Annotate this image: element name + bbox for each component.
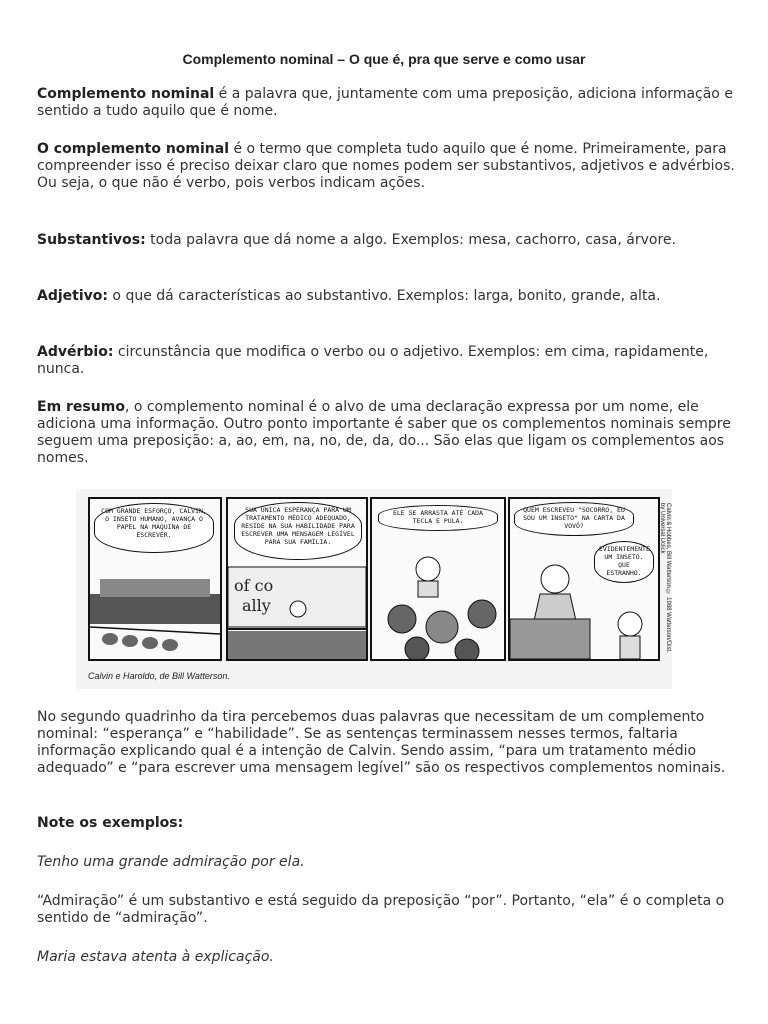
- svg-text:ally: ally: [242, 596, 271, 615]
- speech-bubble: EVIDENTEMENTE UM INSETO. QUE ESTRANHO.: [594, 541, 654, 583]
- speech-bubble: COM GRANDE ESFORÇO, CALVIN, O INSETO HUMANO, AVANÇA O PAPEL NA MÁQUINA DE ESCREVER.: [94, 503, 214, 553]
- paragraph-text: No segundo quadrinho da tira percebemos duas palavras que necessitam de um complemento nominal: “esperança” e “habilidade”. Se as sentenças terminassem nesses termos, faltaria informação explicando qual é a intenção de Calvin. Sendo assim, “para um tratamento médio adequado” e “para escrever uma mensagem legível” são os respectivos complementos nominais.: [37, 709, 726, 776]
- example-italic: Maria estava atenta à explicação.: [37, 949, 274, 965]
- paper-illustration: [228, 499, 366, 659]
- paragraph-text: circunstância que modifica o verbo ou o adjetivo. Exemplos: em cima, rapidamente, nunca.: [37, 344, 709, 377]
- paragraph-example-explanation: [37, 893, 737, 927]
- page-title: Complemento nominal – O que é, pra que serve e como usar: [182, 51, 586, 67]
- term-bold: O complemento nominal: [37, 141, 230, 157]
- speech-bubble: QUEM ESCREVEU "SOCORRO, EU SOU UM INSETO" NA CARTA DA VOVÓ?: [514, 502, 634, 536]
- paragraph-adverbio: [37, 344, 737, 378]
- paragraph-text: , o complemento nominal é o alvo de uma declaração expressa por um nome, ele adiciona uma informação. Outro ponto importante é saber que os complementos nominais sempre seguem uma preposição: a, ao, em, na, no, de, da, do... São elas que ligam os complementos aos nomes.: [37, 399, 731, 466]
- speech-bubble: ELE SE ARRASTA ATÉ CADA TECLA E PULA.: [378, 505, 498, 531]
- paragraph-examples-heading: [37, 815, 737, 832]
- paragraph-analysis: [37, 709, 737, 777]
- comic-panel-4: [508, 497, 660, 661]
- paragraph-explanation: [37, 141, 737, 192]
- term-bold: Complemento nominal: [37, 86, 215, 102]
- term-bold: Adjetivo:: [37, 288, 108, 304]
- paragraph-text: o que dá características ao substantivo. Exemplos: larga, bonito, grande, alta.: [107, 288, 661, 304]
- paragraph-resumo: [37, 399, 737, 467]
- comic-panel-1: [88, 497, 222, 661]
- paragraph-substantivos: [37, 232, 737, 249]
- comic-strip: [76, 489, 672, 689]
- paragraph-text: “Admiração” é um substantivo e está seguido da preposição “por”. Portanto, “ela” é o completa o sentido de “admiração”.: [37, 893, 725, 926]
- keys-illustration: [372, 499, 504, 659]
- paragraph-text: é a palavra que, juntamente com uma preposição, adiciona informação e sentido a tudo aquilo que é nome.: [37, 86, 733, 119]
- paragraph-definition: [37, 86, 737, 120]
- paragraph-text: é o termo que completa tudo aquilo que é nome. Primeiramente, para compreender isso é preciso deixar claro que nomes podem ser substantivos, adjetivos e advérbios. Ou seja, o que não é verbo, pois verbos indicam ações.: [37, 141, 735, 191]
- comic-panel-2: [226, 497, 368, 661]
- term-bold: Advérbio:: [37, 344, 114, 360]
- term-bold: Em resumo: [37, 399, 125, 415]
- term-bold: Note os exemplos:: [37, 815, 184, 831]
- comic-caption: Calvin e Haroldo, de Bill Watterson.: [88, 671, 230, 681]
- example-italic: Tenho uma grande admiração por ela.: [37, 854, 305, 870]
- typewriter-illustration: [90, 499, 220, 659]
- mother-reading-illustration: [510, 499, 658, 659]
- paragraph-adjetivo: [37, 288, 737, 305]
- term-bold: Substantivos:: [37, 232, 146, 248]
- paragraph-text: toda palavra que dá nome a algo. Exemplos: mesa, cachorro, casa, árvore.: [145, 232, 676, 248]
- svg-text:of co: of co: [234, 576, 274, 595]
- comic-credit: Calvin & Hobbes, Bill Watterson © 1988 Watterson/Dist. by Universal Uclick: [659, 503, 671, 653]
- comic-panel-3: [370, 497, 506, 661]
- speech-bubble: SUA ÚNICA ESPERANÇA PARA UM TRATAMENTO MÉDICO ADEQUADO, RESIDE NA SUA HABILIDADE PARA ESCREVER UMA MENSAGEM LEGÍVEL PARA SUA FAMÍLIA.: [234, 502, 362, 560]
- example-sentence-2: [37, 949, 737, 966]
- example-sentence-1: [37, 854, 737, 871]
